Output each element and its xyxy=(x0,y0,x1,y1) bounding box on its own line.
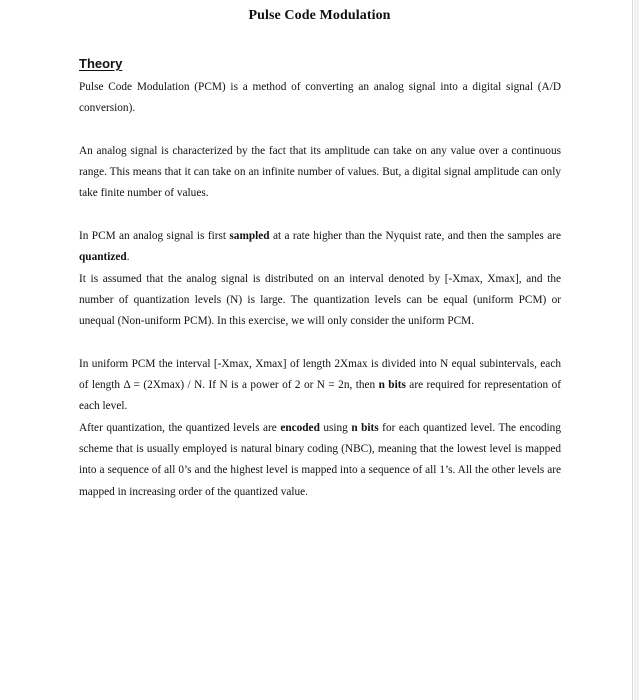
document-title: Pulse Code Modulation xyxy=(248,8,391,23)
section-heading-theory: Theory xyxy=(79,56,123,71)
text-run: are required for representation of each level. xyxy=(79,379,561,413)
text-run: After quantization, the quantized levels are xyxy=(79,421,281,434)
paragraph-uniform-pcm xyxy=(79,354,561,418)
text-run: for each quantized level. The encoding scheme that is usually employed is natural binary coding (NBC), meaning that the lowest level is mapped into a sequence of all 0’s and the highest level is mapped into a sequence of all 1’s. All the other levels are mapped in increasing order of the quantized value. xyxy=(79,421,561,498)
text-run: using xyxy=(319,421,352,434)
text-run: at a rate higher than the Nyquist rate, and then the samples are xyxy=(269,230,561,243)
bold-term-n-bits: n bits xyxy=(351,421,379,434)
text-run: . xyxy=(126,251,130,264)
page-edge xyxy=(634,0,639,700)
paragraph-pcm-definition: Pulse Code Modulation (PCM) is a method of converting an analog signal into a digital signal (A/D conversion). xyxy=(79,81,561,115)
document-body xyxy=(79,77,561,503)
paragraph-sampling xyxy=(79,226,561,269)
text-run: In uniform PCM the interval [-Xmax, Xmax] of length 2Xmax is divided into N equal subintervals, each of length Δ = (2Xmax) / N. If N is a power of 2 or N = 2n, then xyxy=(79,357,561,392)
bold-term-encoded: encoded xyxy=(280,421,320,434)
paragraph-quantization-levels: It is assumed that the analog signal is distributed on an interval denoted by [-Xmax, Xmax], and the number of quantization levels (N) is large. The quantization levels can be equal (uniform PCM) or unequal (Non-uniform PCM). In this exercise, we will only consider the uniform PCM. xyxy=(79,272,561,328)
text-run: In PCM an analog signal is first xyxy=(79,230,230,243)
bold-term-quantized: quantized xyxy=(79,251,127,264)
bold-term-sampled: sampled xyxy=(229,230,270,243)
bold-term-n-bits: n bits xyxy=(378,379,406,392)
paragraph-analog-signal: An analog signal is characterized by the fact that its amplitude can take on any value over a continuous range. This means that it can take on an infinite number of values. But, a digital signal amplitude can only take finite number of values. xyxy=(79,144,561,200)
paragraph-encoding xyxy=(79,418,561,503)
